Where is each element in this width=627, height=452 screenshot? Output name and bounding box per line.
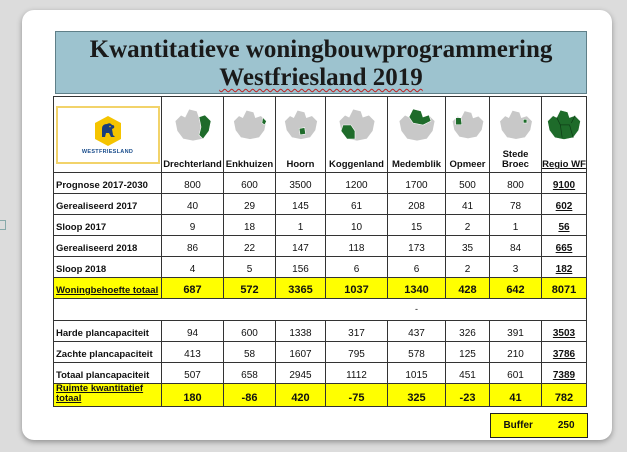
table-cell: 125	[446, 342, 490, 363]
table-cell: -	[388, 299, 446, 321]
table-cell: 1340	[388, 278, 446, 299]
table-cell: 86	[162, 236, 224, 257]
row-label: Woningbehoefte totaal	[54, 278, 162, 299]
table-cell: 41	[446, 194, 490, 215]
table-row	[54, 278, 587, 299]
table-cell: 94	[162, 321, 224, 342]
logo-caption: WESTFRIESLAND	[81, 149, 134, 155]
table-cell: 6	[388, 257, 446, 278]
table-row	[54, 173, 587, 194]
table-cell: 40	[162, 194, 224, 215]
koggenland-map-icon	[333, 101, 381, 145]
table-cell: 665	[542, 236, 587, 257]
table-cell: 18	[224, 215, 276, 236]
table-cell: 41	[490, 384, 542, 407]
table-cell	[224, 299, 276, 321]
table-cell: 1112	[326, 363, 388, 384]
table-row	[54, 194, 587, 215]
table-cell	[490, 299, 542, 321]
regio-wf-map-icon	[542, 101, 586, 145]
table-cell: 1200	[326, 173, 388, 194]
page-title	[55, 31, 587, 94]
table-cell: 602	[542, 194, 587, 215]
table-cell: 56	[542, 215, 587, 236]
slide-edge-marker	[0, 220, 6, 230]
table-cell: 687	[162, 278, 224, 299]
table-cell: 8071	[542, 278, 587, 299]
row-label: Ruimte kwantitatief totaal	[54, 384, 162, 407]
table-cell: 3500	[276, 173, 326, 194]
table-cell: 601	[490, 363, 542, 384]
col-header-medemblik: Medemblik	[388, 97, 446, 173]
table-cell: 795	[326, 342, 388, 363]
table-cell: 208	[388, 194, 446, 215]
enkhuizen-map-icon	[228, 101, 272, 145]
stede-broec-map-icon	[494, 103, 538, 143]
table-cell: 451	[446, 363, 490, 384]
table-cell: 3	[490, 257, 542, 278]
table-cell: 29	[224, 194, 276, 215]
buffer-value: 250	[557, 420, 575, 431]
table-row	[54, 363, 587, 384]
row-label: Sloop 2017	[54, 215, 162, 236]
table-cell: 156	[276, 257, 326, 278]
table-cell: 118	[326, 236, 388, 257]
table-cell: 61	[326, 194, 388, 215]
table-row	[54, 342, 587, 363]
table-cell: 325	[388, 384, 446, 407]
table-cell: 2	[446, 257, 490, 278]
table-cell: 578	[388, 342, 446, 363]
table-cell: 180	[162, 384, 224, 407]
table-row	[54, 321, 587, 342]
row-label: Gerealiseerd 2018	[54, 236, 162, 257]
buffer-label: Buffer	[503, 420, 533, 431]
table-cell: -23	[446, 384, 490, 407]
opmeer-map-icon	[447, 101, 489, 145]
table-cell: 1607	[276, 342, 326, 363]
medemblik-map-icon	[393, 101, 441, 145]
table-cell: 15	[388, 215, 446, 236]
table-cell: 507	[162, 363, 224, 384]
hoorn-map-icon	[279, 101, 323, 145]
table-cell: 173	[388, 236, 446, 257]
row-label: Totaal plancapaciteit	[54, 363, 162, 384]
table-cell: 3786	[542, 342, 587, 363]
table-cell	[542, 299, 587, 321]
table-cell: 3365	[276, 278, 326, 299]
col-header-regio-wf: Regio WF	[542, 97, 587, 173]
table-cell: 800	[162, 173, 224, 194]
table-cell: 10	[326, 215, 388, 236]
col-header-koggenland: Koggenland	[326, 97, 388, 173]
row-label: Gerealiseerd 2017	[54, 194, 162, 215]
table-cell: 800	[490, 173, 542, 194]
table-row	[54, 236, 587, 257]
table-cell: 1	[276, 215, 326, 236]
table-cell: 6	[326, 257, 388, 278]
table-cell: 7389	[542, 363, 587, 384]
table-cell: 782	[542, 384, 587, 407]
logo-cell	[54, 97, 162, 173]
table-cell: 1037	[326, 278, 388, 299]
table-cell: 210	[490, 342, 542, 363]
housing-table	[53, 96, 587, 407]
col-header-drechterland: Drechterland	[162, 97, 224, 173]
table-cell: 500	[446, 173, 490, 194]
row-label: Harde plancapaciteit	[54, 321, 162, 342]
table-row	[54, 215, 587, 236]
table-cell: 317	[326, 321, 388, 342]
table-cell	[446, 299, 490, 321]
table-cell: 58	[224, 342, 276, 363]
table-cell	[276, 299, 326, 321]
table-cell: 1015	[388, 363, 446, 384]
table-cell: 572	[224, 278, 276, 299]
table-cell: 428	[446, 278, 490, 299]
spacer-row	[54, 299, 587, 321]
col-header-hoorn: Hoorn	[276, 97, 326, 173]
table-cell: 2945	[276, 363, 326, 384]
table-cell: 326	[446, 321, 490, 342]
row-label: Prognose 2017-2030	[54, 173, 162, 194]
table-cell: 1700	[388, 173, 446, 194]
row-label: Sloop 2018	[54, 257, 162, 278]
buffer-box	[490, 413, 588, 438]
header-row	[54, 97, 587, 173]
row-label: Zachte plancapaciteit	[54, 342, 162, 363]
table-cell: -75	[326, 384, 388, 407]
table-cell: 4	[162, 257, 224, 278]
table-cell: 1	[490, 215, 542, 236]
table-cell	[162, 299, 224, 321]
table-cell: 1338	[276, 321, 326, 342]
table-cell: 2	[446, 215, 490, 236]
table-cell: 420	[276, 384, 326, 407]
title-line-1: Kwantitatieve woningbouwprogrammering	[89, 36, 553, 63]
westfriesland-logo	[56, 106, 160, 164]
table-cell: 658	[224, 363, 276, 384]
table-row	[54, 257, 587, 278]
table-cell: 413	[162, 342, 224, 363]
lion-shield-icon	[93, 115, 123, 147]
table-cell: 147	[276, 236, 326, 257]
table-cell: 3503	[542, 321, 587, 342]
table-cell: 9	[162, 215, 224, 236]
row-label	[54, 299, 162, 321]
table-cell: 642	[490, 278, 542, 299]
table-cell: 391	[490, 321, 542, 342]
col-header-stede-broec: Stede Broec	[490, 97, 542, 173]
table-cell: 600	[224, 321, 276, 342]
table-cell: 35	[446, 236, 490, 257]
table-cell: 22	[224, 236, 276, 257]
table-cell: 437	[388, 321, 446, 342]
table-cell: 5	[224, 257, 276, 278]
table-cell: 78	[490, 194, 542, 215]
table-cell: 182	[542, 257, 587, 278]
col-header-opmeer: Opmeer	[446, 97, 490, 173]
table-cell: 84	[490, 236, 542, 257]
table-cell	[326, 299, 388, 321]
table-cell: -86	[224, 384, 276, 407]
col-header-enkhuizen: Enkhuizen	[224, 97, 276, 173]
table-row	[54, 384, 587, 407]
table-cell: 600	[224, 173, 276, 194]
title-line-2: Westfriesland 2019	[219, 64, 423, 91]
table-cell: 9100	[542, 173, 587, 194]
table-cell: 145	[276, 194, 326, 215]
drechterland-map-icon	[169, 101, 217, 145]
